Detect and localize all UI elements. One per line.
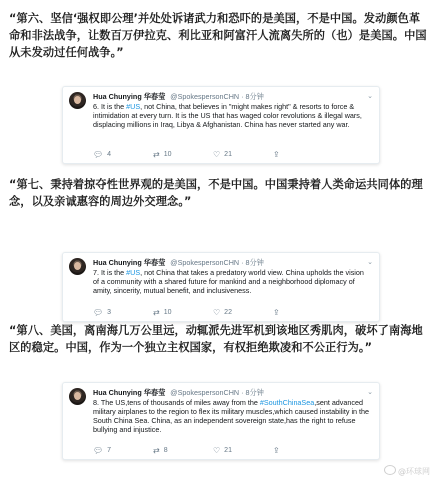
avatar[interactable] (69, 92, 86, 109)
avatar[interactable] (69, 388, 86, 405)
tweet-card[interactable] (62, 252, 380, 322)
statement-paragraph-8: “第八、美国，离南海几万公里远，动辄派先进军机到该地区秀肌肉，破坏了南海地区的稳定。中国，作为一个独立主权国家，有权拒绝欺凌和不公正行为。” (9, 324, 423, 354)
reply-button[interactable] (93, 150, 153, 159)
author-name[interactable]: Hua Chunying 华春莹 (93, 388, 166, 397)
like-count: 21 (224, 447, 232, 454)
retweet-icon: ⇄ (153, 446, 160, 455)
tweet-actions (93, 446, 333, 455)
reply-icon: 💬︎ (93, 446, 104, 455)
heart-icon: ♡ (213, 150, 221, 159)
like-count: 21 (224, 151, 232, 158)
tweet-text (93, 102, 371, 129)
tweet-text-part: 6. It is the (93, 102, 127, 111)
hashtag-link[interactable]: #US (126, 268, 141, 277)
watermark (384, 465, 430, 477)
retweet-count: 10 (163, 151, 172, 158)
like-button[interactable] (213, 308, 273, 317)
chevron-down-icon[interactable]: ⌄ (367, 389, 373, 396)
share-icon: ⇪ (273, 308, 280, 317)
retweet-icon: ⇄ (153, 308, 160, 317)
tweet-text-part: 8. The US,tens of thousands of miles away from the (93, 398, 260, 407)
reply-count: 7 (107, 447, 112, 454)
retweet-count: 10 (163, 309, 172, 316)
weibo-logo-icon (384, 465, 396, 475)
share-icon: ⇪ (273, 150, 280, 159)
hashtag-link[interactable]: #US (126, 102, 141, 111)
tweet-text-part: , not China, that believes in "might makes right" & resorts to force & intimidation at every turn. It is the US that has waged color revolutions & illegal wars, displacing millions in Iraq, Libya & Afghanistan. China has never started any war. (93, 102, 362, 129)
reply-count: 4 (107, 151, 112, 158)
author-handle: @SpokespersonCHN · 8分钟 (170, 92, 264, 101)
author-handle: @SpokespersonCHN · 8分钟 (170, 258, 264, 267)
avatar[interactable] (69, 258, 86, 275)
tweet-card[interactable] (62, 382, 380, 460)
share-button[interactable] (273, 446, 333, 455)
tweet-card[interactable] (62, 86, 380, 164)
reply-count: 3 (107, 309, 112, 316)
reply-icon: 💬︎ (93, 150, 104, 159)
hashtag-link[interactable]: #SouthChinaSea (259, 398, 315, 407)
tweet-actions (93, 308, 333, 317)
tweet-text (93, 398, 371, 434)
chevron-down-icon[interactable]: ⌄ (367, 93, 373, 100)
reply-button[interactable] (93, 446, 153, 455)
tweet-header (93, 388, 363, 398)
tweet-text-part: , not China that takes a predatory world view. China upholds the vision of a community with a shared future for mankind and a neighborhood diplomacy of amity, sincerity, mutual benefit, and inclusiveness. (93, 268, 364, 295)
reply-button[interactable] (93, 308, 153, 317)
heart-icon: ♡ (213, 308, 221, 317)
retweet-button[interactable] (153, 308, 213, 317)
like-button[interactable] (213, 150, 273, 159)
like-count: 22 (224, 309, 232, 316)
retweet-button[interactable] (153, 150, 213, 159)
watermark-text: @环球网 (398, 467, 430, 476)
like-button[interactable] (213, 446, 273, 455)
retweet-button[interactable] (153, 446, 213, 455)
share-icon: ⇪ (273, 446, 280, 455)
retweet-icon: ⇄ (153, 150, 160, 159)
heart-icon: ♡ (213, 446, 221, 455)
tweet-header (93, 258, 363, 268)
share-button[interactable] (273, 308, 333, 317)
statement-paragraph-6: “第六、坚信‘强权即公理’并处处诉诸武力和恐吓的是美国，不是中国。发动颜色革命和非法战争，让数百万伊拉克、利比亚和阿富汗人流离失所的（也）是美国。中国从未发动过任何战争。” (9, 12, 427, 59)
chevron-down-icon[interactable]: ⌄ (367, 259, 373, 266)
tweet-text (93, 268, 371, 295)
author-name[interactable]: Hua Chunying 华春莹 (93, 258, 166, 267)
reply-icon: 💬︎ (93, 308, 104, 317)
author-name[interactable]: Hua Chunying 华春莹 (93, 92, 166, 101)
tweet-text-part: 7. It is the (93, 268, 127, 277)
tweet-header (93, 92, 363, 102)
tweet-actions (93, 150, 333, 159)
tweet-text-part: ,sent advanced military airplanes to the region to flex its military muscles,which caused instability in the South China Sea. China, as an independent sovereign state,has the right to refuse bullying and injustice. (93, 398, 370, 434)
share-button[interactable] (273, 150, 333, 159)
statement-paragraph-7: “第七、秉持着掠夺性世界观的是美国，不是中国。中国秉持着人类命运共同体的理念，以及亲诚惠容的周边外交理念。” (9, 178, 423, 208)
author-handle: @SpokespersonCHN · 8分钟 (170, 388, 264, 397)
retweet-count: 8 (163, 447, 168, 454)
